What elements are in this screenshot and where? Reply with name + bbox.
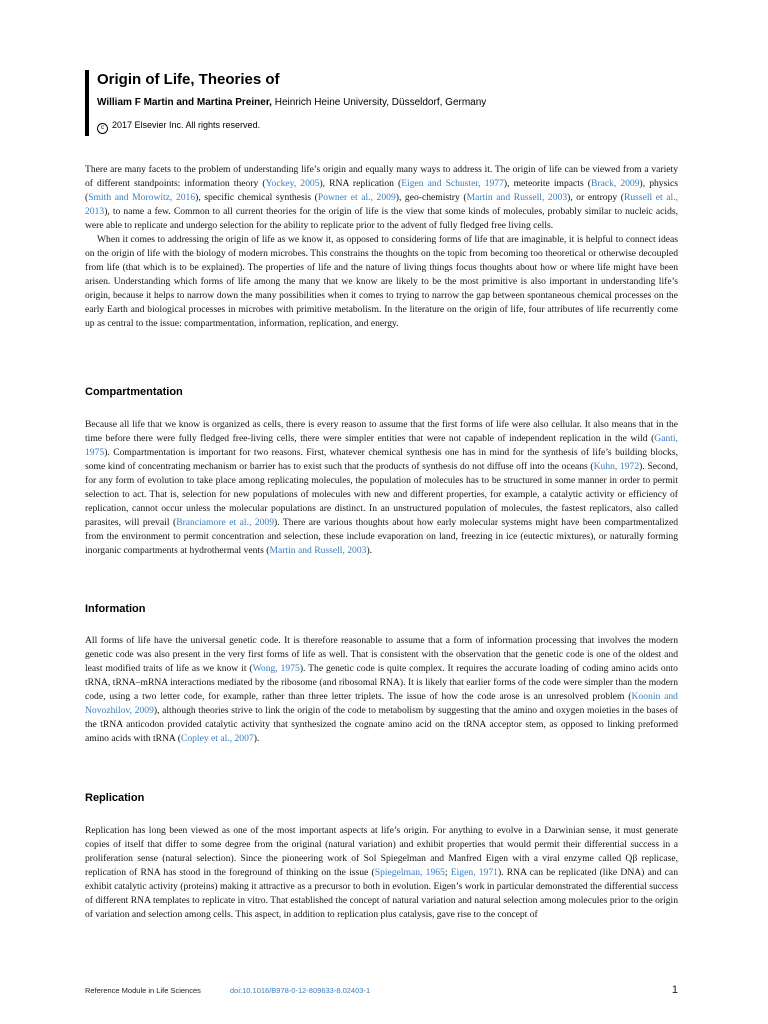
replication-paragraph: Replication has long been viewed as one of the most important aspects at life’s origin. For anything to evolve in a Darwinian sense, it must generate copies of itself that differ to some degree from the original (natural variation) and exhibit properties that would permit their differential success in a proliferation sense (natural selection). Since the pioneering work of Sol Spiegelman and Manfred Eigen with a viral enzyme called Qβ replicase, replication of RNA has stood in the foreground of thinking on the issue (Spiegelman, 1965; Eigen, 1971). RNA can be replicated (like DNA) and can exhibit catalytic activity (proteins) making it attractive as a precursor to both in evolution. Eigen’s work in particular demonstrated the differential success of different RNA templates to replicate in vitro. That established the concept of natural variation and natural selection among molecules prior to the origin of variation and selection among cells. This aspect, in addition to replication plus catalysis, gave rise to the concept of — [85, 825, 678, 920]
citation-link[interactable]: Yockey, 2005 — [265, 178, 320, 189]
citation-link[interactable]: Koonin and Novozhilov, 2009 — [85, 691, 678, 716]
information-section — [85, 634, 678, 746]
footer-doi-link[interactable]: doi:10.1016/B978-0-12-809633-8.02403-1 — [230, 986, 371, 995]
citation-link[interactable]: Branciamore et al., 2009 — [176, 517, 275, 528]
citation-link[interactable]: Eigen and Schuster, 1977 — [401, 178, 504, 189]
intro-paragraph-1: There are many facets to the problem of understanding life’s origin and equally many ways to address it. The origin of life can be viewed from a variety of different standpoints: information theory (Yockey, 2005), RNA replication (Eigen and Schuster, 1977), meteorite impacts (Brack, 2009), physics (Smith and Morowitz, 2016), specific chemical synthesis (Powner et al., 2009), geo-chemistry (Martin and Russell, 2003), or entropy (Russell et al., 2013), to name a few. Common to all current theories for the origin of life is the view that some kinds of molecules, probably similar to nucleic acids, were able to replicate and undergo selection for the ability to replicate prior to the advent of fully fledged free living cells. — [85, 164, 679, 231]
copyright-text: 2017 Elsevier Inc. All rights reserved. — [112, 120, 261, 130]
intro-section — [85, 163, 678, 331]
intro-paragraph-2: When it comes to addressing the origin of life as we know it, as opposed to considering forms of life that are imaginable, it is helpful to connect ideas on the origin of life with the biology of modern microbes. This constrains the thoughts on the topic from becoming too theoretical or otherwise decoupled from life (that which is to be explained). The properties of life and the nature of living things focus thoughts about how or where life might have been arisen. Understanding which forms of life among the many that we know are likely to be the most primitive is also important in understanding life’s origin, because it helps to narrow down the many possibilities when it comes to trying to narrow the gap between spontaneous chemical processes on the early Earth and biological processes in microbes with primitive metabolism. In the literature on the origin of life, four attributes of life recurrently come up as central to the issue: compartmentation, information, replication, and energy. — [85, 234, 678, 329]
citation-link[interactable]: Wong, 1975 — [252, 663, 300, 674]
author-line — [97, 96, 697, 109]
compartmentation-paragraph: Because all life that we know is organized as cells, there is every reason to assume that the first forms of life were also cellular. It also means that in the time before there were fully fledged free-living cells, there were simpler entities that were not capable of independent replication in the wild (Gantí, 1975). Compartmentation is important for two reasons. First, whatever chemical synthesis one has in mind for the synthesis of life’s building blocks, some kind of concentrating mechanism or barrier has to exist such that the products of synthesis do not diffuse off into the oceans (Kuhn, 1972). Second, for any form of evolution to take place among replicating molecules, the population of molecules has to be structured in some manner in order to permit selection to act. That is, selection for new populations of molecules with new and different properties, for example, a catalytic activity or efficiency of replication, cannot occur unless the molecular populations are distinct. In an unstructured population of molecules, the fastest replicators, also called parasites, will prevail (Branciamore et al., 2009). There are various thoughts about how early molecular systems might have been compartmentalized from the environment to permit concentration and selection, these include evaporation on land, freezing in ice (eutectic mixtures), or naturally forming inorganic compartments at hydrothermal vents (Martin and Russell, 2003). — [85, 419, 678, 556]
citation-link[interactable]: Powner et al., 2009 — [317, 192, 396, 203]
footer-journal: Reference Module in Life Sciences — [85, 986, 201, 995]
citation-link[interactable]: Copley et al., 2007 — [180, 733, 254, 744]
citation-link[interactable]: Martin and Russell, 2003 — [269, 545, 367, 556]
compartmentation-section — [85, 418, 678, 558]
page-number: 1 — [671, 984, 678, 996]
article-title: Origin of Life, Theories of — [97, 71, 280, 88]
information-paragraph: All forms of life have the universal genetic code. It is therefore reasonable to assume that a form of information processing that involves the modern genetic code was also present in the very first forms of life as well. That is consistent with the observation that the genetic code is one of the oldest and least modified traits of life as we know it (Wong, 1975). The genetic code is quite complex. It requires the accurate loading of coding amino acids onto tRNA, tRNA–mRNA interactions mediated by the ribosome (and ribosomal RNA). It is likely that earlier forms of the code were simpler than the modern code, using a two letter code, for example, rather than three letter triplets. The issue of how the code arose is an unresolved problem (Koonin and Novozhilov, 2009), although theories strive to link the origin of the code to metabolism by suggesting that the amino and oxygen moieties in the bases of the tRNA anticodon provided catalytic activity that synthesized the cognate amino acid on the tRNA acceptor stem, as opposed to linking preformed amino acids with tRNA (Copley et al., 2007). — [85, 635, 678, 744]
heading-information: Information — [85, 603, 146, 615]
citation-link[interactable]: Russell et al., 2013 — [85, 192, 679, 217]
replication-section — [85, 824, 678, 922]
page-footer — [85, 984, 678, 998]
citation-link[interactable]: Smith and Morowitz, 2016 — [88, 192, 196, 203]
citation-link[interactable]: Brack, 2009 — [590, 178, 640, 189]
article-header — [85, 70, 697, 136]
author-affiliation: Heinrich Heine University, Düsseldorf, Germany — [271, 97, 487, 108]
citation-link[interactable]: Eigen, 1971 — [450, 867, 498, 878]
copyright-line — [97, 119, 697, 134]
heading-compartmentation: Compartmentation — [85, 386, 183, 398]
citation-link[interactable]: Gantí, 1975 — [85, 433, 678, 458]
copyright-icon: c — [97, 123, 108, 134]
heading-replication: Replication — [85, 792, 145, 804]
citation-link[interactable]: Spiegelman, 1965 — [374, 867, 445, 878]
citation-link[interactable]: Kuhn, 1972 — [593, 461, 640, 472]
author-names: William F Martin and Martina Preiner, — [97, 97, 272, 108]
citation-link[interactable]: Martin and Russell, 2003 — [466, 192, 568, 203]
